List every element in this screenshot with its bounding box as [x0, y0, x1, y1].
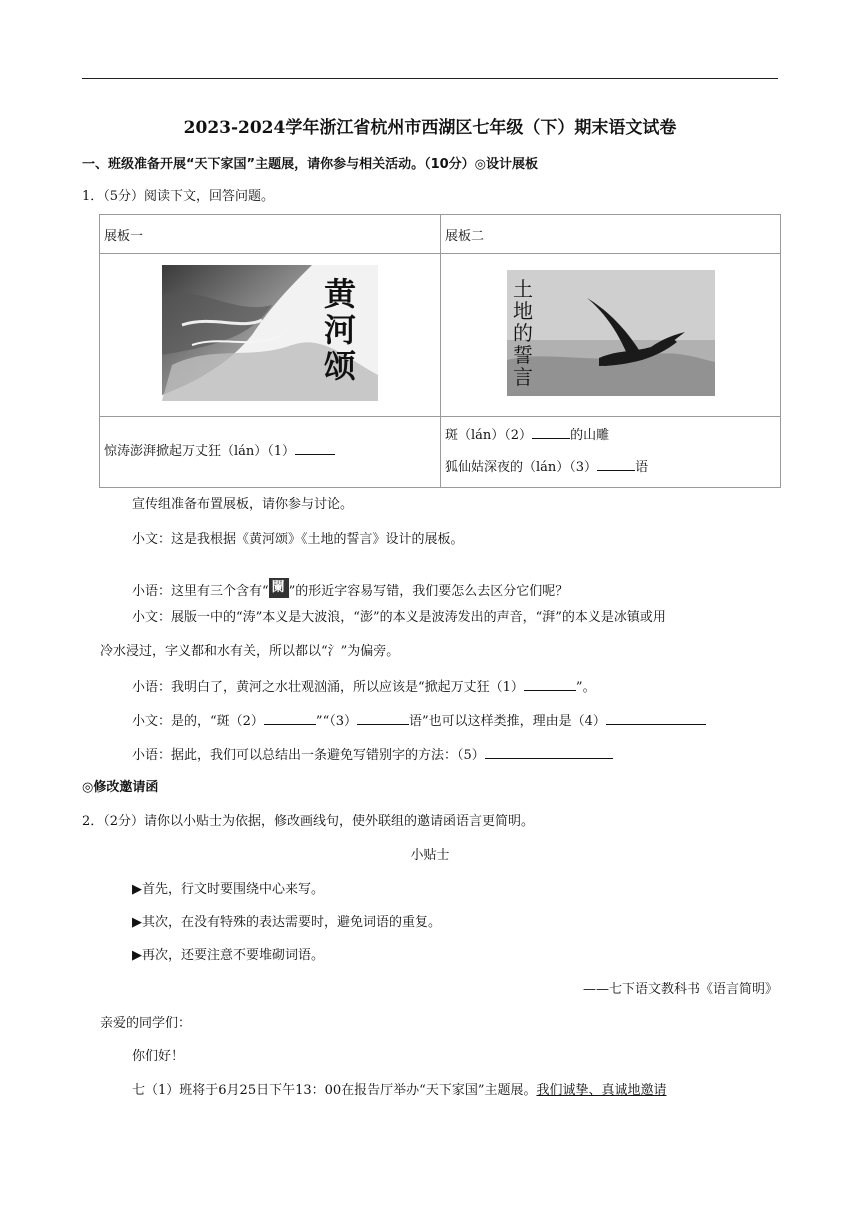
blank-3[interactable] [597, 458, 635, 471]
board-1-image-cell [100, 254, 441, 417]
board-2-text: 斑（lán）（2） 的山雕 狐仙姑深夜的（lán）（3） 语 [441, 417, 781, 488]
paragraph-5: 小语：我明白了，黄河之水壮观汹涌，所以应该是“掀起万丈狂（1） ”。 [132, 680, 596, 695]
paragraph-4b: 冷水浸过，字义都和水有关，所以都以“氵”为偏旁。 [100, 644, 400, 659]
yellow-river-image [162, 265, 378, 405]
board-2-header: 展板二 [441, 215, 781, 254]
tips-source: ——七下语文教科书《语言简明》 [582, 982, 778, 997]
paragraph-4a: 小文：展版一中的“涛”本义是大波浪，“澎”的本义是波涛发出的声音，“湃”的本义是冰镇或用 [132, 610, 666, 625]
paragraph-3: 小语：这里有三个含有“ 闌 ”的形近字容易写错，我们要怎么去区分它们呢？ [132, 580, 569, 599]
board-2-image-cell [441, 254, 781, 417]
question-2: 2．（2分）请你以小贴士为依据，修改画线句，使外联组的邀请函语言更简明。 [82, 814, 535, 829]
tip-item-3: ▶再次，还要注意不要堆砌词语。 [132, 948, 324, 963]
paragraph-7: 小语：据此，我们可以总结出一条避免写错别字的方法：（5） [132, 746, 613, 764]
page-title: 2023-2024学年浙江省杭州市西湖区七年级（下）期末语文试卷 [183, 118, 677, 138]
answer-blank-5[interactable] [485, 746, 613, 759]
blank-2[interactable] [532, 426, 570, 439]
top-rule [82, 78, 778, 79]
tip-item-2: ▶其次，在没有特殊的表达需要时，避免词语的重复。 [132, 915, 441, 930]
eagle-caption: 土地的誓言 [512, 277, 533, 389]
char-glyph-icon: 闌 [269, 578, 289, 598]
yellow-river-caption: 黄河颂 [323, 275, 357, 385]
answer-blank-1[interactable] [524, 678, 576, 691]
tips-title: 小贴士 [410, 848, 450, 863]
letter-greeting: 亲爱的同学们： [100, 1016, 192, 1031]
eagle-image [507, 270, 715, 400]
answer-blank-2[interactable] [264, 712, 316, 725]
letter-hello: 你们好！ [132, 1049, 185, 1064]
underlined-sentence: 我们诚挚、真诚地邀请 [536, 1083, 667, 1098]
board-1-text: 惊涛澎湃掀起万丈狂（lán）（1） [100, 417, 441, 488]
paragraph-6: 小文：是的，“斑（2） ”“（3） 语”也可以这样类推，理由是（4） [132, 712, 706, 730]
paragraph-2: 小文：这是我根据《黄河颂》《土地的誓言》设计的展板。 [132, 532, 464, 547]
letter-body: 七（1）班将于6月25日下午13：00在报告厅举办“天下家国”主题展。我们诚挚、真诚地邀请 [132, 1083, 667, 1098]
board-1-header: 展板一 [100, 215, 441, 254]
question-1: 1．（5分）阅读下文，回答问题。 [82, 189, 275, 204]
board-table [99, 214, 781, 488]
tip-item-1: ▶首先，行文时要围绕中心来写。 [132, 882, 324, 897]
blank-1[interactable] [295, 442, 335, 455]
answer-blank-3[interactable] [357, 712, 409, 725]
section-heading-1: 一、班级准备开展“天下家国”主题展，请你参与相关活动。（10分）◎设计展板 [82, 157, 539, 172]
answer-blank-4[interactable] [606, 712, 706, 725]
paragraph-1: 宣传组准备布置展板，请你参与讨论。 [132, 497, 354, 512]
section-heading-2: ◎修改邀请函 [82, 780, 159, 795]
